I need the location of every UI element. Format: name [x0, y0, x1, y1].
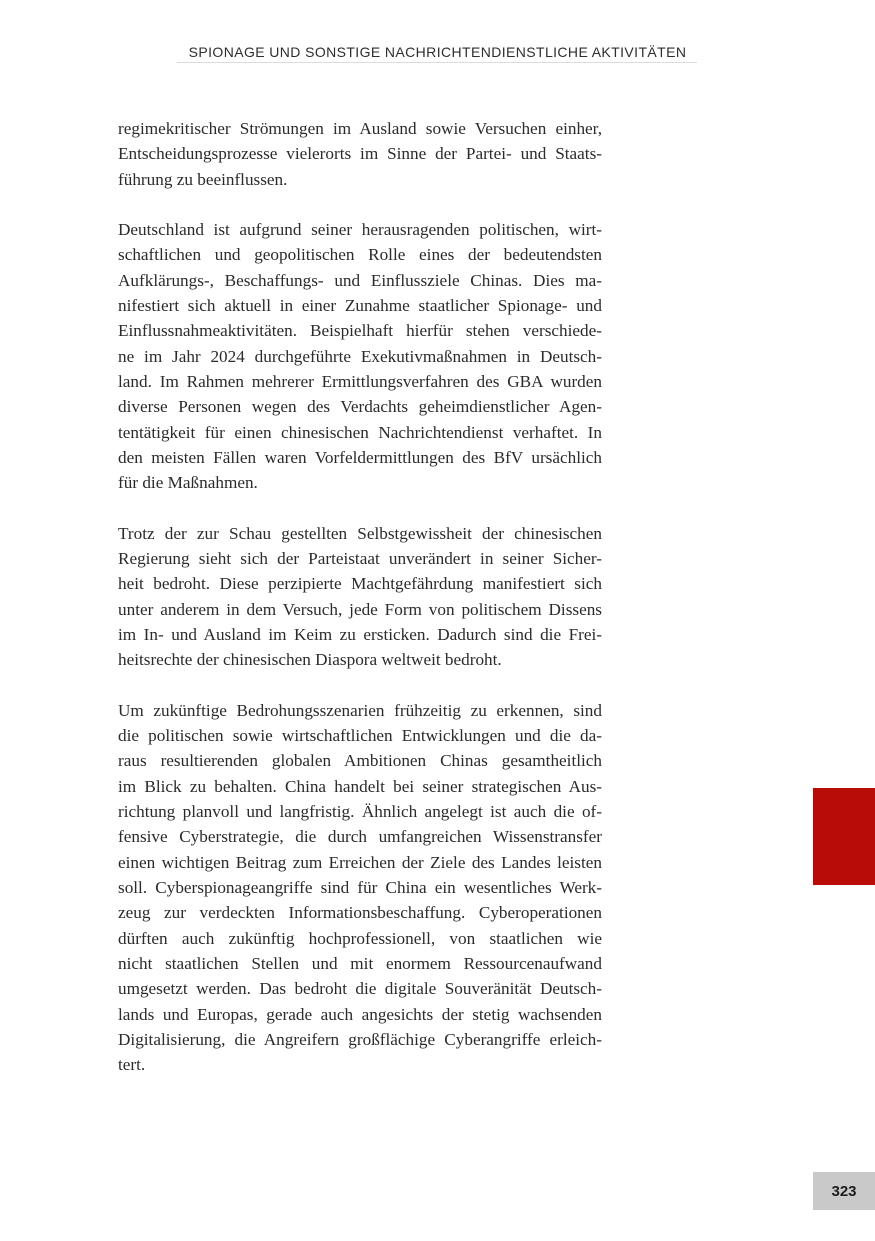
- text-line: dürften auch zukünftig hochprofessionell, von staatlichen wie: [118, 928, 602, 948]
- text-line: tentätigkeit für einen chinesischen Nachrichtendienst verhaftet. In: [118, 422, 602, 442]
- header-rule: [177, 62, 697, 63]
- paragraph: [118, 698, 602, 1078]
- paragraph: [118, 217, 602, 496]
- text-line: Digitalisierung, die Angreifern großflächige Cyberangriffe erleich-: [118, 1029, 602, 1049]
- text-line: Deutschland ist aufgrund seiner herausragenden politischen, wirt-: [118, 219, 602, 239]
- paragraph: [118, 521, 602, 673]
- chapter-accent-marker: [813, 788, 875, 885]
- text-line: ne im Jahr 2024 durchgeführte Exekutivmaßnahmen in Deutsch-: [118, 346, 602, 366]
- text-line: heit bedroht. Diese perzipierte Machtgefährdung manifestiert sich: [118, 574, 602, 594]
- text-line: im Blick zu behalten. China handelt bei seiner strategischen Aus-: [118, 776, 602, 796]
- text-line: Regierung sieht sich der Parteistaat unverändert in seiner Sicher-: [118, 548, 602, 568]
- text-line: die politischen sowie wirtschaftlichen Entwicklungen und die da-: [118, 725, 602, 745]
- text-line: führung zu beeinflussen.: [118, 169, 288, 189]
- text-line: umgesetzt werden. Das bedroht die digitale Souveränität Deutsch-: [118, 979, 602, 999]
- text-line: Trotz der zur Schau gestellten Selbstgewissheit der chinesischen: [118, 523, 602, 543]
- page-number-badge: [813, 1172, 875, 1210]
- body-paragraphs: [118, 116, 602, 1102]
- paragraph: [118, 116, 602, 192]
- text-line: soll. Cyberspionageangriffe sind für China ein wesentliches Werk-: [118, 877, 602, 897]
- text-line: einen wichtigen Beitrag zum Erreichen der Ziele des Landes leisten: [118, 852, 602, 872]
- text-line: zeug zur verdeckten Informationsbeschaffung. Cyberoperationen: [118, 903, 602, 923]
- text-line: den meisten Fällen waren Vorfeldermittlungen des BfV ursächlich: [118, 447, 602, 467]
- text-line: unter anderem in dem Versuch, jede Form von politischem Dissens: [118, 599, 602, 619]
- text-line: lands und Europas, gerade auch angesichts der stetig wachsenden: [118, 1004, 602, 1024]
- text-line: fensive Cyberstrategie, die durch umfangreichen Wissenstransfer: [118, 827, 602, 847]
- page-number: 323: [831, 1182, 857, 1200]
- text-line: nifestiert sich aktuell in einer Zunahme staatlicher Spionage- und: [118, 295, 602, 315]
- text-line: Entscheidungsprozesse vielerorts im Sinne der Partei- und Staats-: [118, 144, 602, 164]
- text-line: raus resultierenden globalen Ambitionen Chinas gesamtheitlich: [118, 751, 602, 771]
- text-line: Um zukünftige Bedrohungsszenarien frühzeitig zu erkennen, sind: [118, 700, 602, 720]
- text-line: im In- und Ausland im Keim zu ersticken. Dadurch sind die Frei-: [118, 624, 602, 644]
- text-line: nicht staatlichen Stellen und mit enormem Ressourcenaufwand: [118, 953, 602, 973]
- text-line: regimekritischer Strömungen im Ausland sowie Versuchen einher,: [118, 119, 602, 138]
- text-line: tert.: [118, 1055, 146, 1075]
- text-line: Einflussnahmeaktivitäten. Beispielhaft hierfür stehen verschiede-: [118, 321, 602, 341]
- text-line: Aufklärungs-, Beschaffungs- und Einflussziele Chinas. Dies ma-: [118, 270, 602, 290]
- text-line: land. Im Rahmen mehrerer Ermittlungsverfahren des GBA wurden: [118, 371, 602, 391]
- text-line: richtung planvoll und langfristig. Ähnlich angelegt ist auch die of-: [118, 801, 602, 821]
- text-line: für die Maßnahmen.: [118, 473, 258, 493]
- running-header: SPIONAGE UND SONSTIGE NACHRICHTENDIENSTLICHE AKTIVITÄTEN: [188, 44, 687, 60]
- text-line: diverse Personen wegen des Verdachts geheimdienstlicher Agen-: [118, 397, 602, 417]
- text-line: heitsrechte der chinesischen Diaspora weltweit bedroht.: [118, 650, 502, 670]
- text-line: schaftlichen und geopolitischen Rolle eines der bedeutendsten: [118, 245, 602, 265]
